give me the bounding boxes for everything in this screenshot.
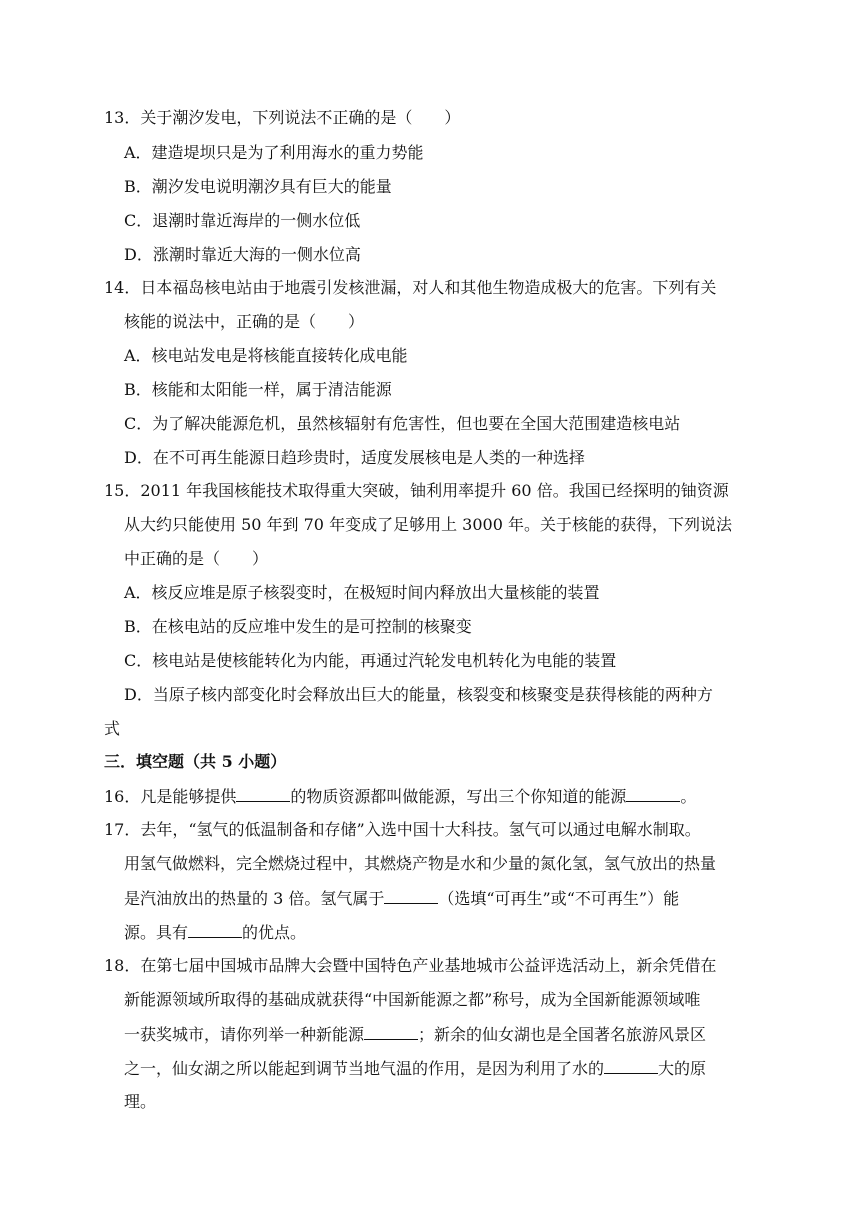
q18-line5: 理。 bbox=[124, 1092, 157, 1111]
q15-option-b: B．在核电站的反应堆中发生的是可控制的核聚变 bbox=[124, 617, 472, 636]
q16-text-part1: 16．凡是能够提供 bbox=[104, 787, 237, 806]
q17-line4-part2: 的优点。 bbox=[242, 923, 307, 942]
q17-line4-part1: 源。具有 bbox=[124, 923, 189, 942]
q14-option-d: D．在不可再生能源日趋珍贵时，适度发展核电是人类的一种选择 bbox=[124, 448, 585, 467]
q16-text-part2: 的物质资源都叫做能源，写出三个你知道的能源 bbox=[290, 787, 627, 806]
q14-option-b: B．核能和太阳能一样，属于清洁能源 bbox=[124, 380, 392, 399]
q18-line3-part1: 一获奖城市，请你列举一种新能源 bbox=[124, 1025, 365, 1044]
q15-option-d-line2: 式 bbox=[104, 719, 121, 738]
q13-option-d: D．涨潮时靠近大海的一侧水位高 bbox=[124, 245, 361, 264]
answer-blank[interactable] bbox=[236, 785, 290, 802]
q15-option-c: C．核电站是使核能转化为内能，再通过汽轮发电机转化为电能的装置 bbox=[124, 651, 617, 670]
q18-line1: 18．在第七届中国城市品牌大会暨中国特色产业基地城市公益评选活动上，新余凭借在 bbox=[104, 956, 717, 975]
q18-line3-part2: ；新余的仙女湖也是全国著名旅游风景区 bbox=[418, 1025, 707, 1044]
q17-line2: 用氢气做燃料，完全燃烧过程中，其燃烧产物是水和少量的氮化氢，氢气放出的热量 bbox=[124, 854, 717, 873]
q17-line3-part2: （选填“可再生”或“不可再生”）能 bbox=[438, 889, 680, 908]
q16-line bbox=[104, 785, 696, 807]
q16-text-part3: 。 bbox=[680, 787, 697, 806]
q15-option-d-line1: D．当原子核内部变化时会释放出巨大的能量，核裂变和核聚变是获得核能的两种方 bbox=[124, 685, 713, 704]
q14-option-c: C．为了解决能源危机，虽然核辐射有危害性，但也要在全国大范围建造核电站 bbox=[124, 414, 681, 433]
answer-blank[interactable] bbox=[384, 887, 438, 904]
q14-stem-line2: 核能的说法中，正确的是（ ） bbox=[124, 312, 365, 331]
answer-blank[interactable] bbox=[626, 785, 680, 802]
q17-line3 bbox=[124, 887, 679, 909]
q15-stem-line1: 15．2011 年我国核能技术取得重大突破，铀利用率提升 60 倍。我国已经探明的铀资源 bbox=[104, 481, 729, 500]
q18-line3 bbox=[124, 1023, 706, 1045]
answer-blank[interactable] bbox=[364, 1023, 418, 1040]
q17-line3-part1: 是汽油放出的热量的 3 倍。氢气属于 bbox=[124, 889, 385, 908]
q18-line4-part1: 之一，仙女湖之所以能起到调节当地气温的作用，是因为利用了水的 bbox=[124, 1059, 605, 1078]
section-heading: 三．填空题（共 5 小题） bbox=[104, 752, 287, 771]
q14-option-a: A．核电站发电是将核能直接转化成电能 bbox=[124, 346, 408, 365]
q13-option-c: C．退潮时靠近海岸的一侧水位低 bbox=[124, 211, 361, 230]
q18-line4 bbox=[124, 1057, 706, 1079]
q13-stem: 13．关于潮汐发电，下列说法不正确的是（ ） bbox=[104, 108, 461, 127]
q13-option-a: A．建造堤坝只是为了利用海水的重力势能 bbox=[124, 143, 424, 162]
q17-line4 bbox=[124, 921, 306, 943]
q18-line2: 新能源领域所取得的基础成就获得“中国新能源之都”称号，成为全国新能源领域唯 bbox=[124, 990, 701, 1009]
q15-option-a: A．核反应堆是原子核裂变时，在极短时间内释放出大量核能的装置 bbox=[124, 583, 600, 602]
q14-stem-line1: 14．日本福岛核电站由于地震引发核泄漏，对人和其他生物造成极大的危害。下列有关 bbox=[104, 278, 717, 297]
answer-blank[interactable] bbox=[604, 1057, 658, 1074]
q15-stem-line2: 从大约只能使用 50 年到 70 年变成了足够用上 3000 年。关于核能的获得，下列说法 bbox=[124, 515, 732, 534]
q15-stem-line3: 中正确的是（ ） bbox=[124, 549, 269, 568]
q17-line1: 17．去年，“氢气的低温制备和存储”入选中国十大科技。氢气可以通过电解水制取。 bbox=[104, 820, 701, 839]
q13-option-b: B．潮汐发电说明潮汐具有巨大的能量 bbox=[124, 177, 392, 196]
q18-line4-part2: 大的原 bbox=[658, 1059, 707, 1078]
answer-blank[interactable] bbox=[188, 921, 242, 938]
